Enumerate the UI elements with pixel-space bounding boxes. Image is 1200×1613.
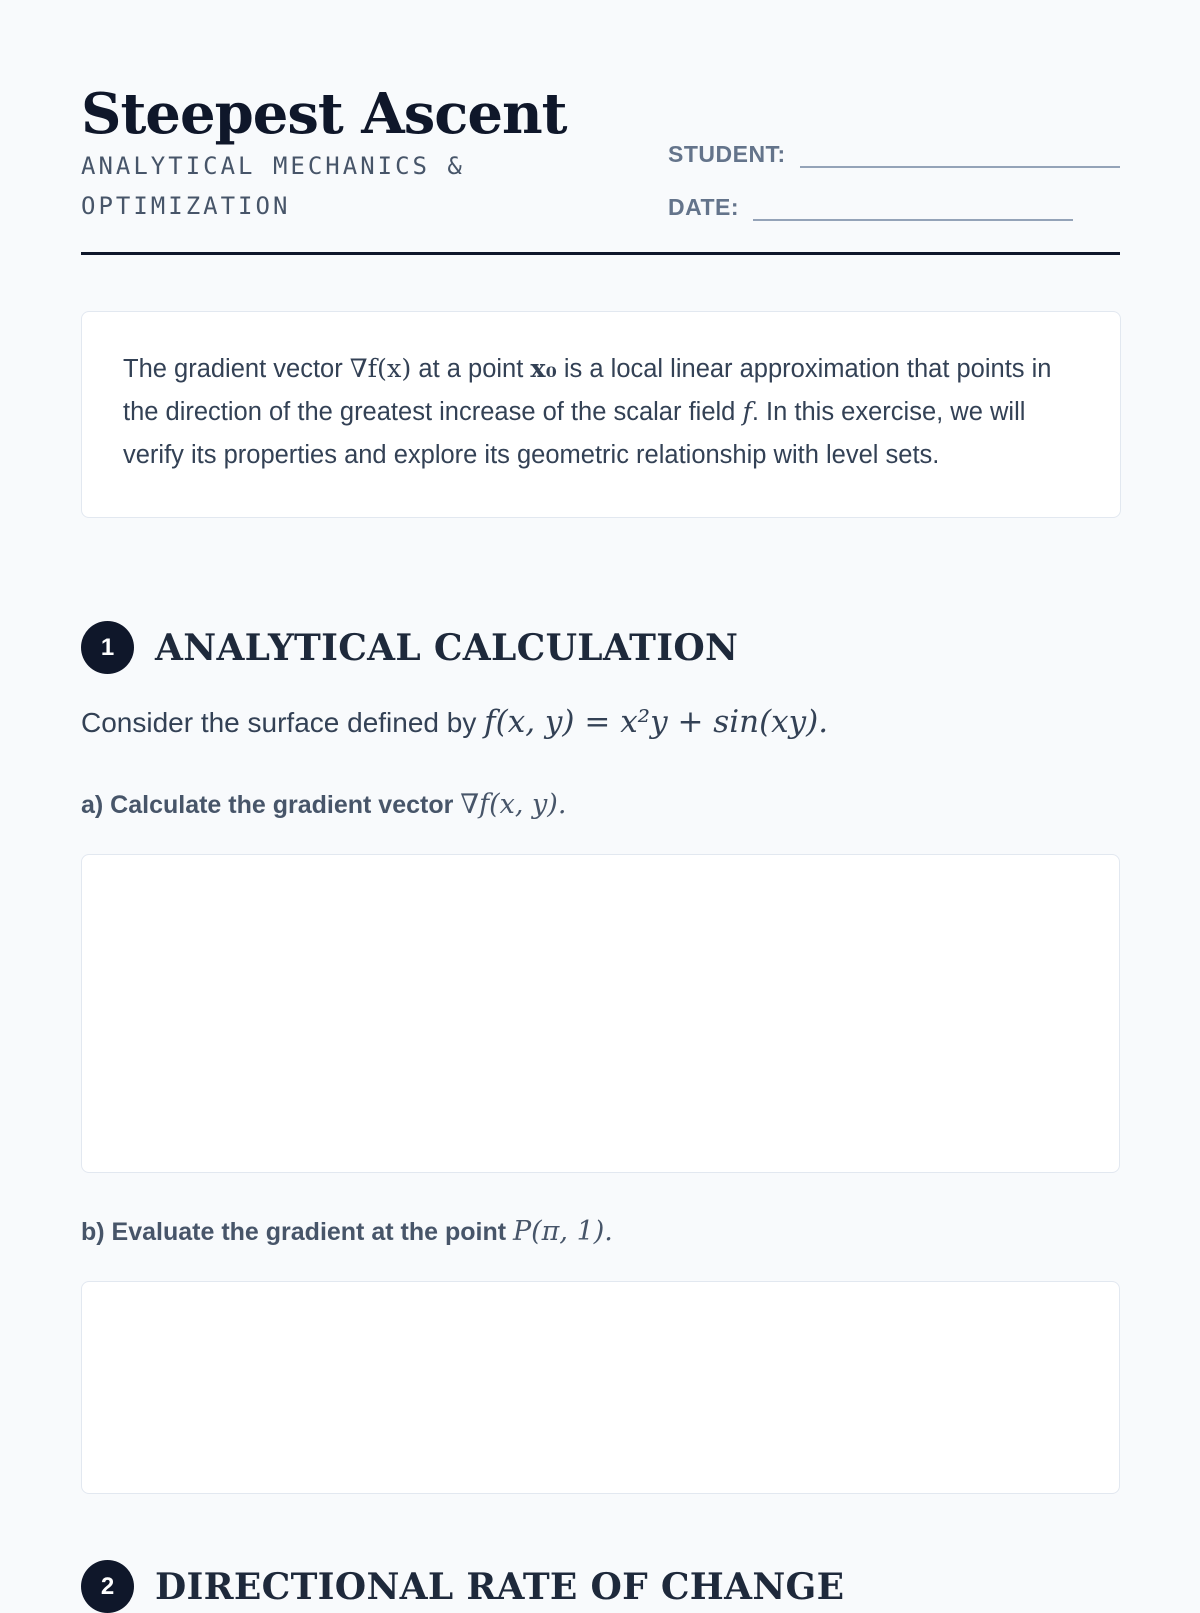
student-label: STUDENT: xyxy=(668,141,786,167)
intro-math-point: x₀ xyxy=(530,354,557,384)
question-b-label xyxy=(81,1216,613,1247)
question-a-text: a) Calculate the gradient vector xyxy=(81,791,461,819)
intro-text-2: at a point xyxy=(411,355,531,383)
section-2-number-badge: 2 xyxy=(81,1560,134,1613)
intro-text-4: . In this exercise, we will verify its properties and explore its geometric relationship with level sets. xyxy=(123,398,1026,469)
prompt-math: f(x, y) = x²y + sin(xy). xyxy=(484,704,829,740)
section-1-prompt xyxy=(81,704,828,740)
date-line[interactable] xyxy=(753,191,1073,221)
section-1-number-badge: 1 xyxy=(81,621,134,674)
student-row xyxy=(668,138,1120,168)
worksheet-subtitle: ANALYTICAL MECHANICS & OPTIMIZATION xyxy=(81,152,465,220)
question-a-label xyxy=(81,789,566,820)
question-b-text: b) Evaluate the gradient at the point xyxy=(81,1218,513,1246)
date-row xyxy=(668,191,1073,221)
question-b-math: P(π, 1). xyxy=(512,1216,613,1247)
answer-box-b[interactable] xyxy=(81,1281,1120,1494)
intro-box xyxy=(81,311,1121,518)
header-divider xyxy=(81,252,1120,255)
worksheet-header xyxy=(81,0,1120,256)
question-a-math: ∇f(x, y). xyxy=(460,789,567,820)
worksheet-page xyxy=(81,0,1120,1608)
intro-math-gradient: ∇f(x) xyxy=(349,354,412,384)
section-1-heading xyxy=(81,621,738,674)
section-2-heading xyxy=(81,1560,844,1613)
student-name-line[interactable] xyxy=(800,138,1120,168)
intro-math-field: f xyxy=(742,397,752,427)
section-2-title: DIRECTIONAL RATE OF CHANGE xyxy=(155,1565,845,1608)
date-label: DATE: xyxy=(668,194,740,220)
section-1-title: ANALYTICAL CALCULATION xyxy=(155,626,739,669)
worksheet-title: Steepest Ascent xyxy=(81,81,567,147)
answer-box-a[interactable] xyxy=(81,854,1120,1173)
intro-text-1: The gradient vector xyxy=(123,355,350,383)
prompt-text: Consider the surface defined by xyxy=(81,707,485,738)
intro-text-3: is a local linear approximation that points in the direction of the greatest increase of the scalar field xyxy=(123,355,1052,426)
